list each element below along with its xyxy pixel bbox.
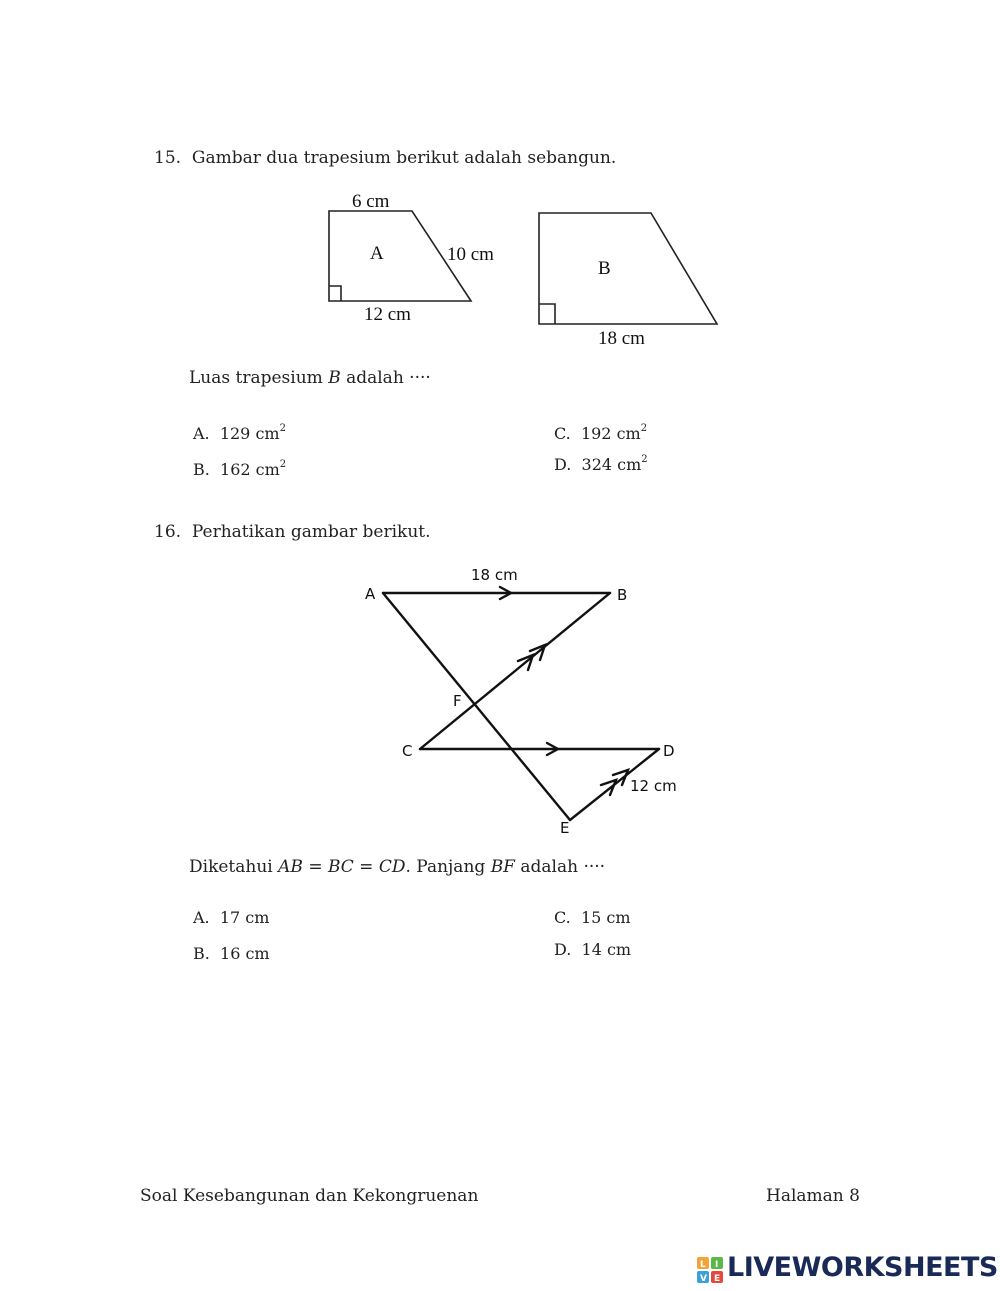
point-d-label: D	[663, 742, 675, 760]
point-c-label: C	[402, 742, 413, 760]
svg-text:I: I	[715, 1260, 719, 1270]
question-prompt: Gambar dua trapesium berikut adalah sebangun.	[191, 148, 617, 168]
question-prompt: Perhatikan gambar berikut.	[191, 522, 431, 542]
point-a-label: A	[365, 585, 376, 603]
option-16-a[interactable]: A. 17 cm	[193, 908, 270, 927]
trapezoid-a-top-label: 6 cm	[352, 191, 390, 212]
svg-text:V: V	[700, 1274, 707, 1284]
point-b-label: B	[617, 586, 628, 604]
question-variable: BF	[490, 857, 515, 877]
trapezoid-b-bottom-label: 18 cm	[598, 328, 645, 349]
trapezoid-a-bottom-label: 12 cm	[364, 304, 411, 325]
option-16-c[interactable]: C. 15 cm	[554, 908, 631, 927]
question-15-text: Luas trapesium B adalah ····	[189, 368, 431, 388]
brand-name[interactable]: LIVEWORKSHEETS	[727, 1252, 998, 1283]
question-variable: B	[328, 368, 341, 388]
trapezoid-b-label: B	[598, 258, 611, 279]
trapezoid-a-label: A	[370, 243, 384, 264]
footer-title: Soal Kesebangunan dan Kekongruenan	[140, 1186, 479, 1206]
svg-text:L: L	[700, 1260, 706, 1270]
point-e-label: E	[560, 819, 570, 837]
option-15-d[interactable]: D. 324 $cm^2$	[554, 453, 648, 474]
option-15-a[interactable]: A. 129 $cm^2$	[193, 422, 286, 443]
point-f-label: F	[453, 692, 462, 710]
liveworksheets-logo-icon	[697, 1257, 723, 1287]
question-number: 16.	[154, 522, 182, 542]
option-16-b[interactable]: B. 16 cm	[193, 944, 270, 963]
option-16-d[interactable]: D. 14 cm	[554, 940, 632, 959]
ab-length-label: 18 cm	[471, 566, 518, 584]
option-15-b[interactable]: B. 162 $cm^2$	[193, 458, 287, 479]
svg-text:E: E	[714, 1274, 721, 1284]
de-length-label: 12 cm	[630, 777, 677, 795]
trapezoid-a-slant-label: 10 cm	[447, 244, 494, 265]
question-16-text: Diketahui AB = BC = CD. Panjang BF adalah ····	[189, 857, 606, 877]
equation: AB = BC = CD	[278, 857, 406, 877]
option-15-c[interactable]: C. 192 $cm^2$	[554, 422, 648, 443]
segment-ae	[383, 593, 570, 820]
question-number: 15.	[154, 148, 182, 168]
footer-page-number: Halaman 8	[766, 1186, 860, 1206]
